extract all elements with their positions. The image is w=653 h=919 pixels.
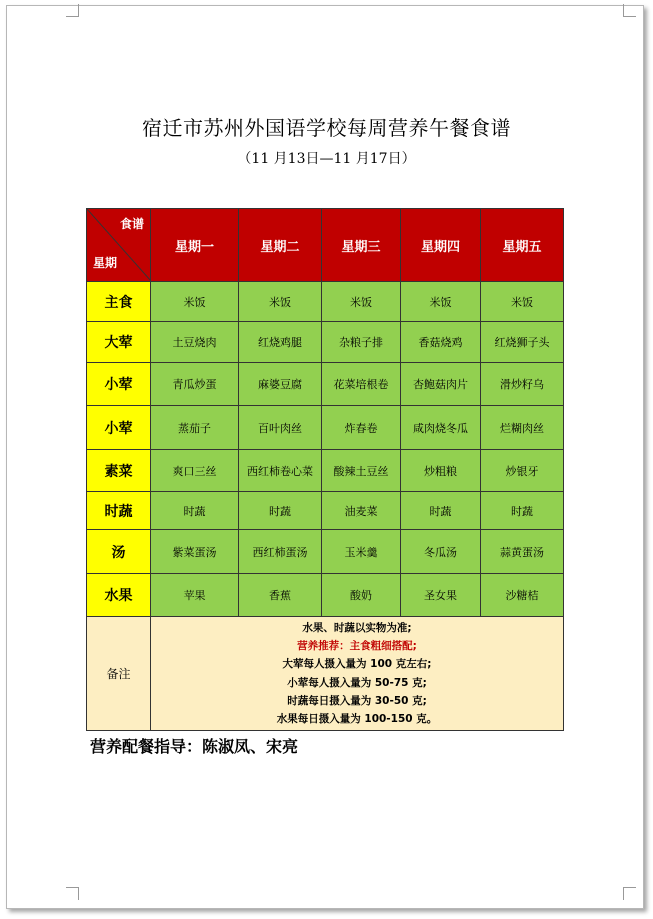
table-row (87, 363, 564, 406)
dish-cell: 花菜培根卷 (322, 363, 401, 406)
table-row (87, 406, 564, 450)
dish-cell: 米饭 (239, 282, 322, 322)
table-row (87, 450, 564, 492)
dish-cell: 蒸茄子 (151, 406, 239, 450)
dish-cell: 酸辣土豆丝 (322, 450, 401, 492)
note-line: 大荤每人摄入量为 100 克左右; (282, 658, 432, 671)
dish-cell: 时蔬 (239, 492, 322, 530)
crop-mark (66, 4, 79, 17)
table-row (87, 492, 564, 530)
corner-header (87, 209, 151, 282)
day-header: 星期二 (239, 209, 322, 282)
category-cell: 汤 (87, 530, 151, 574)
category-cell: 素菜 (87, 450, 151, 492)
dish-cell: 咸肉烧冬瓜 (401, 406, 481, 450)
table-row (87, 322, 564, 363)
dish-cell: 香蕉 (239, 574, 322, 617)
category-cell: 小荤 (87, 406, 151, 450)
dish-cell: 杂粮子排 (322, 322, 401, 363)
dish-cell: 时蔬 (401, 492, 481, 530)
corner-label-weekday: 星期 (93, 256, 118, 270)
dish-cell: 麻婆豆腐 (239, 363, 322, 406)
dish-cell: 烂糊肉丝 (481, 406, 564, 450)
dish-cell: 玉米羹 (322, 530, 401, 574)
dish-cell: 红烧狮子头 (481, 322, 564, 363)
dish-cell: 沙糖桔 (481, 574, 564, 617)
dish-cell: 炒粗粮 (401, 450, 481, 492)
dish-cell: 米饭 (481, 282, 564, 322)
crop-mark (623, 4, 636, 17)
dish-cell: 米饭 (401, 282, 481, 322)
dish-cell: 爽口三丝 (151, 450, 239, 492)
note-line-highlight: 营养推荐：主食粗细搭配; (297, 640, 417, 653)
day-header: 星期一 (151, 209, 239, 282)
notes-row (87, 617, 564, 731)
category-cell: 大荤 (87, 322, 151, 363)
dish-cell: 时蔬 (481, 492, 564, 530)
category-cell: 水果 (87, 574, 151, 617)
dish-cell: 苹果 (151, 574, 239, 617)
corner-label-menu: 食谱 (119, 217, 144, 231)
dish-cell: 西红柿蛋汤 (239, 530, 322, 574)
dish-cell: 杏鲍菇肉片 (401, 363, 481, 406)
category-cell: 主食 (87, 282, 151, 322)
crop-mark (66, 887, 79, 900)
note-line: 水果每日摄入量为 100-150 克。 (276, 712, 438, 725)
dish-cell: 米饭 (322, 282, 401, 322)
day-header: 星期五 (481, 209, 564, 282)
notes-label: 备注 (87, 617, 151, 731)
dish-cell: 香菇烧鸡 (401, 322, 481, 363)
note-line: 时蔬每日摄入量为 30-50 克; (287, 694, 427, 707)
dish-cell: 土豆烧肉 (151, 322, 239, 363)
table-row (87, 574, 564, 617)
dish-cell: 圣女果 (401, 574, 481, 617)
header-row (87, 209, 564, 282)
day-header: 星期三 (322, 209, 401, 282)
notes-content (151, 617, 564, 731)
dish-cell: 米饭 (151, 282, 239, 322)
document-title: 宿迁市苏州外国语学校每周营养午餐食谱 (142, 116, 511, 140)
dish-cell: 酸奶 (322, 574, 401, 617)
dish-cell: 油麦菜 (322, 492, 401, 530)
note-line: 水果、时蔬以实物为准; (302, 621, 412, 634)
dish-cell: 炒银牙 (481, 450, 564, 492)
dish-cell: 百叶肉丝 (239, 406, 322, 450)
day-header: 星期四 (401, 209, 481, 282)
dish-cell: 紫菜蛋汤 (151, 530, 239, 574)
table-row (87, 282, 564, 322)
dish-cell: 时蔬 (151, 492, 239, 530)
dish-cell: 红烧鸡腿 (239, 322, 322, 363)
dish-cell: 蒜黄蛋汤 (481, 530, 564, 574)
category-cell: 小荤 (87, 363, 151, 406)
date-range: （11 月13日—11 月17日） (237, 151, 416, 167)
table-row (87, 530, 564, 574)
dish-cell: 冬瓜汤 (401, 530, 481, 574)
category-cell: 时蔬 (87, 492, 151, 530)
nutrition-guide-credit: 营养配餐指导：陈淑凤、宋亮 (90, 737, 299, 756)
dish-cell: 滑炒籽乌 (481, 363, 564, 406)
dish-cell: 青瓜炒蛋 (151, 363, 239, 406)
dish-cell: 西红柿卷心菜 (239, 450, 322, 492)
crop-mark (623, 887, 636, 900)
menu-table (86, 208, 564, 731)
dish-cell: 炸春卷 (322, 406, 401, 450)
note-line: 小荤每人摄入量为 50-75 克; (287, 676, 427, 689)
